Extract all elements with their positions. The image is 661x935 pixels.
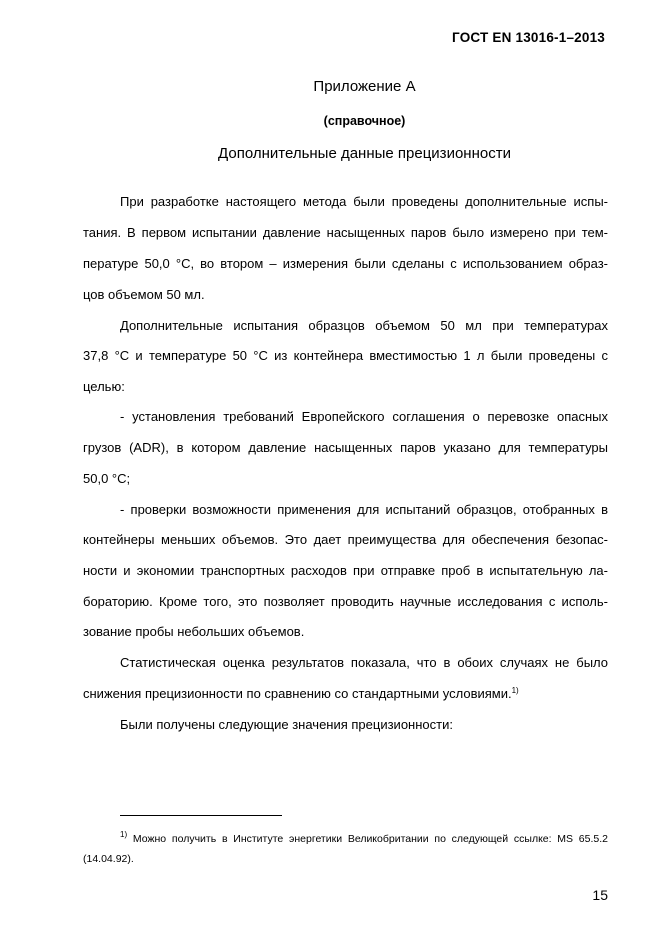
footnote-separator: [120, 815, 282, 816]
body-line: 37,8 °С и температуре 50 °С из контейнера вместимостью 1 л были проведены с: [83, 348, 608, 363]
footnote-marker: 1): [120, 830, 128, 839]
body-line: цов объемом 50 мл.: [83, 287, 205, 302]
footnote-line: (14.04.92).: [83, 853, 134, 865]
footnote-text: Можно получить в Институте энергетики Великобритании по следующей ссылке: MS 65.5.2: [132, 833, 608, 845]
body-line-with-footnote: [83, 686, 608, 702]
body-line: ности и экономии транспортных расходов при отправке проб в испытательную ла-: [83, 563, 608, 578]
body-line: Статистическая оценка результатов показала, что в обоих случаях не было: [120, 655, 608, 670]
document-code: ГОСТ EN 13016-1–2013: [452, 30, 605, 45]
body-line: При разработке настоящего метода были проведены дополнительные испы-: [120, 194, 608, 209]
body-line: целью:: [83, 379, 125, 394]
footnote-reference[interactable]: 1): [511, 686, 519, 695]
page-number: 15: [592, 887, 608, 903]
footnote-line: [120, 832, 608, 846]
annex-type: (справочное): [323, 114, 406, 128]
body-line: зование пробы небольших объемов.: [83, 624, 305, 639]
body-line: - установления требований Европейского соглашения о перевозке опасных: [120, 409, 608, 424]
body-line-text: снижения прецизионности по сравнению со стандартными условиями.: [83, 686, 512, 701]
body-line: Были получены следующие значения прецизионности:: [120, 717, 453, 732]
annex-title: Приложение А: [313, 78, 416, 95]
body-line: контейнеры меньших объемов. Это дает преимущества для обеспечения безопас-: [83, 532, 608, 547]
body-line: тания. В первом испытании давление насыщенных паров было измерено при тем-: [83, 225, 608, 240]
body-line: пературе 50,0 °С, во втором – измерения были сделаны с использованием образ-: [83, 256, 608, 271]
body-line: Дополнительные испытания образцов объемом 50 мл при температурах: [120, 318, 608, 333]
body-line: бораторию. Кроме того, это позволяет проводить научные исследования с исполь-: [83, 594, 608, 609]
body-line: 50,0 °С;: [83, 471, 131, 486]
section-title: Дополнительные данные прецизионности: [218, 145, 511, 162]
body-line: грузов (ADR), в котором давление насыщенных паров указано для температуры: [83, 440, 608, 455]
body-line: - проверки возможности применения для испытаний образцов, отобранных в: [120, 502, 608, 517]
